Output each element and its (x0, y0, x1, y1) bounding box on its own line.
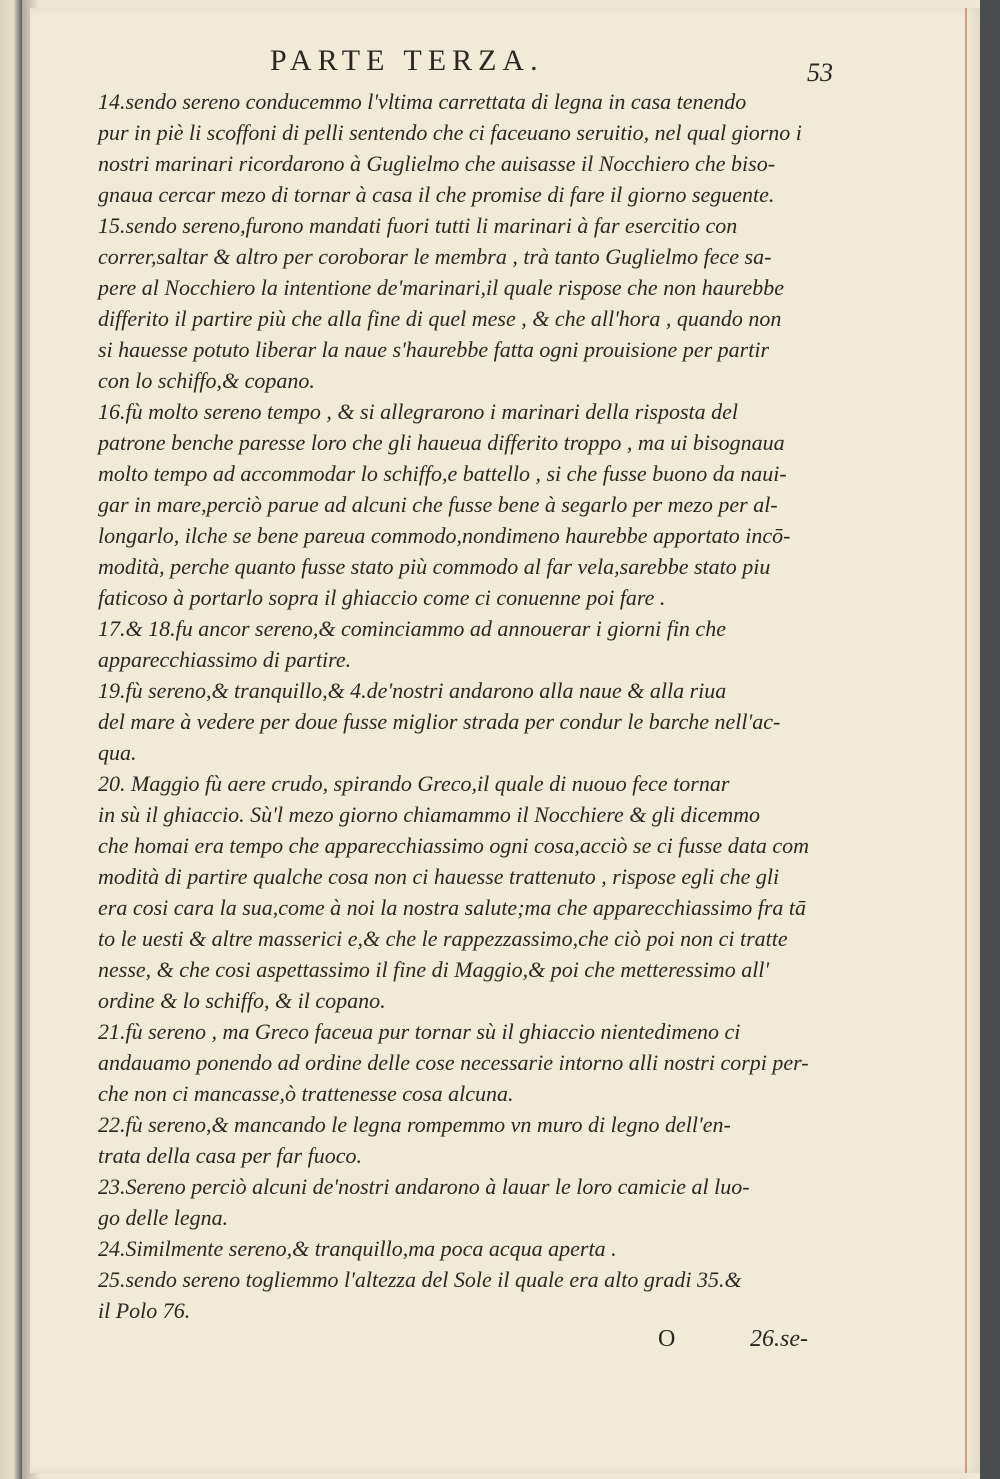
text-line: faticoso à portarlo sopra il ghiaccio come ci conuenne poi fare . (98, 585, 666, 610)
page-number: 53 (807, 58, 833, 87)
text-line: modità di partire qualche cosa non ci hauesse trattenuto , rispose egli che gli (98, 864, 780, 889)
text-line: nesse, & che cosi aspettassimo il fine di Maggio,& poi che metteressimo all' (98, 957, 770, 982)
previous-page-edge (0, 0, 22, 1479)
text-line: 23.Sereno perciò alcuni de'nostri andarono à lauar le loro camicie al luo- (98, 1174, 750, 1199)
text-line: 14.sendo sereno conducemmo l'vltima carrettata di legna in casa tenendo (98, 89, 747, 114)
text-line: 25.sendo sereno togliemmo l'altezza del Sole il quale era alto gradi 35.& (98, 1267, 742, 1292)
text-line: 24.Similmente sereno,& tranquillo,ma poca acqua aperta . (98, 1236, 617, 1261)
text-line: apparecchiassimo di partire. (98, 647, 352, 672)
text-line: 21.fù sereno , ma Greco faceua pur tornar sù il ghiaccio nientedimeno ci (98, 1019, 741, 1044)
text-line: 15.sendo sereno,furono mandati fuori tutti li marinari à far esercitio con (98, 213, 738, 238)
text-line: molto tempo ad accommodar lo schiffo,e battello , si che fusse buono da naui- (98, 461, 787, 486)
running-head: PARTE TERZA. (270, 44, 544, 77)
text-line: differito il partire più che alla fine di quel mese , & che all'hora , quando non (98, 306, 782, 331)
text-line: longarlo, ilche se bene pareua commodo,nondimeno haurebbe apportato incō- (98, 523, 791, 548)
text-line: to le uesti & altre masserici e,& che le rappezzassimo,che ciò poi non ci tratte (98, 926, 788, 951)
text-line: pur in piè li scoffoni di pelli sentendo che ci faceuano seruitio, nel qual giorno i (98, 120, 802, 145)
catchword: 26.se- (750, 1326, 808, 1352)
text-line: 22.fù sereno,& mancando le legna rompemmo vn muro di legno dell'en- (98, 1112, 731, 1137)
text-line: go delle legna. (98, 1205, 229, 1230)
text-line: che homai era tempo che apparecchiassimo ogni cosa,acciò se ci fusse data com (98, 833, 809, 858)
red-edge-rule (965, 8, 967, 1473)
text-line: qua. (98, 740, 137, 765)
text-line: correr,saltar & altro per coroborar le membra , trà tanto Guglielmo fece sa- (98, 244, 772, 269)
text-line: modità, perche quanto fusse stato più commodo al far vela,sarebbe stato piu (98, 554, 771, 579)
page-leaf (30, 8, 980, 1473)
text-line: patrone benche paresse loro che gli haueua differito troppo , ma ui bisognaua (98, 430, 785, 455)
text-line: 19.fù sereno,& tranquillo,& 4.de'nostri andarono alla naue & alla riua (98, 678, 727, 703)
text-line: era cosi cara la sua,come à noi la nostra salute;ma che apparecchiassimo fra tā (98, 895, 806, 920)
text-line: del mare à vedere per doue fusse miglior strada per condur le barche nell'ac- (98, 709, 781, 734)
text-line: nostri marinari ricordarono à Guglielmo che auisasse il Nocchiero che biso- (98, 151, 776, 176)
scan-background (980, 0, 1000, 1479)
text-line: pere al Nocchiero la intentione de'marinari,il quale rispose che non haurebbe (98, 275, 784, 300)
text-line: andauamo ponendo ad ordine delle cose necessarie intorno alli nostri corpi per- (98, 1050, 809, 1075)
text-line: con lo schiffo,& copano. (98, 368, 315, 393)
body-text (98, 86, 873, 1326)
text-line: gnaua cercar mezo di tornar à casa il che promise di fare il giorno seguente. (98, 182, 775, 207)
text-line: in sù il ghiaccio. Sù'l mezo giorno chiamammo il Nocchiere & gli dicemmo (98, 802, 760, 827)
text-line: 16.fù molto sereno tempo , & si allegrarono i marinari della risposta del (98, 399, 739, 424)
signature-mark: O (658, 1326, 676, 1352)
text-line: trata della casa per far fuoco. (98, 1143, 362, 1168)
text-line: il Polo 76. (98, 1298, 191, 1323)
text-line: si hauesse potuto liberar la naue s'haurebbe fatta ogni prouisione per partir (98, 337, 769, 362)
text-line: 17.& 18.fu ancor sereno,& cominciammo ad annouerar i giorni fin che (98, 616, 726, 641)
text-line: che non ci mancasse,ò trattenesse cosa alcuna. (98, 1081, 514, 1106)
text-line: gar in mare,perciò parue ad alcuni che fusse bene à segarlo per mezo per al- (98, 492, 778, 517)
text-line: 20. Maggio fù aere crudo, spirando Greco,il quale di nuouo fece tornar (98, 771, 730, 796)
text-line: ordine & lo schiffo, & il copano. (98, 988, 386, 1013)
